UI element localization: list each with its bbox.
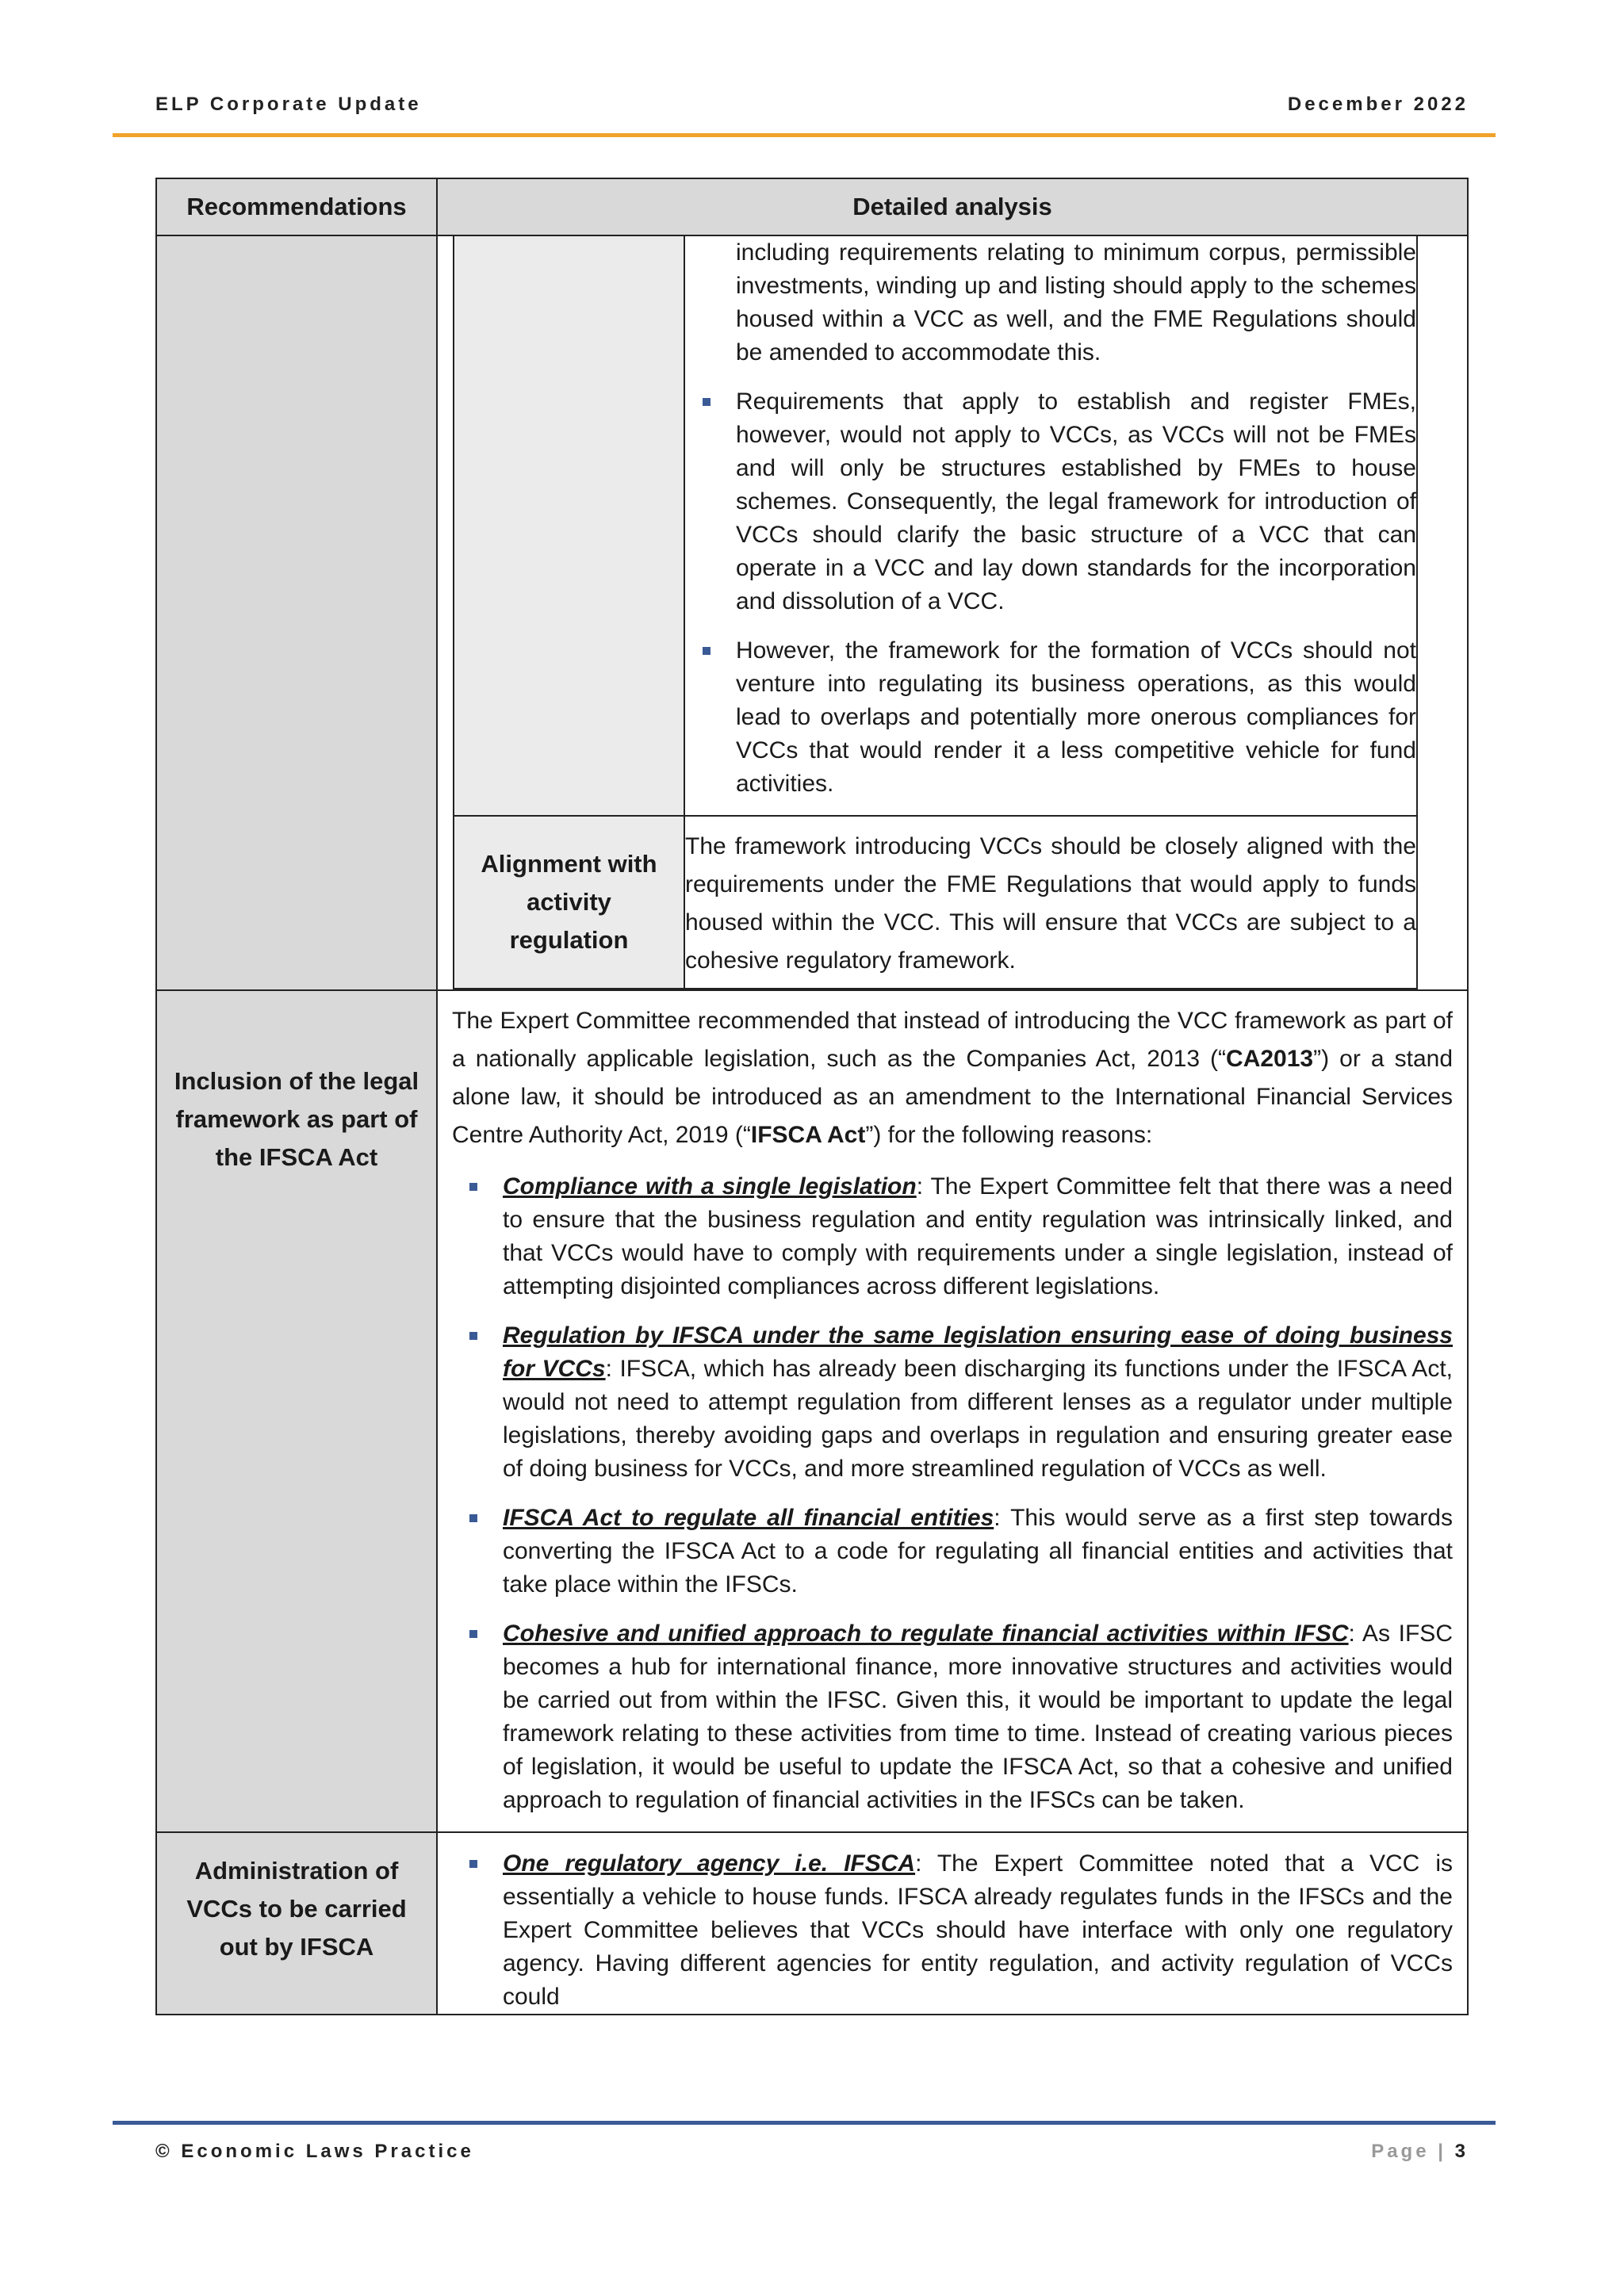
recommendation-ifsca-act: Inclusion of the legal framework as part of the IFSCA Act: [156, 990, 437, 1832]
list-item: IFSCA Act to regulate all financial entities: This would serve as a first step towards converting the IFSCA Act to a code for regulating all financial entities and activities that take place within the IFSCs.: [452, 1502, 1453, 1601]
nested-label-cell-empty: [454, 236, 684, 816]
analysis-administration: [437, 1832, 1468, 2015]
list-item: However, the framework for the formation of VCCs should not venture into regulating its business operations, as this would lead to overlaps and potentially more onerous compliances for VCCs that would render it a less competitive vehicle for fund activities.: [685, 634, 1416, 815]
bullet-square-icon: [469, 1860, 477, 1868]
col-header-recommendations: Recommendations: [156, 178, 437, 235]
bullet-square-icon: [703, 647, 710, 655]
header-date: December 2022: [1287, 94, 1469, 115]
col-header-detailed-analysis: Detailed analysis: [437, 178, 1468, 235]
analysis-cell: [437, 235, 1468, 990]
bullet-square-icon: [703, 398, 710, 406]
continued-bullet-text: including requirements relating to minimum corpus, permissible investments, winding up and listing should apply to the schemes housed within a VCC as well, and the FME Regulations should be amended to accommodate this.: [736, 239, 1416, 365]
header-title: ELP Corporate Update: [155, 94, 422, 115]
bullet-square-icon: [469, 1183, 477, 1191]
footer-divider: [113, 2121, 1496, 2125]
intro-paragraph: The Expert Committee recommended that instead of introducing the VCC framework as part of a nationally applicable legislation, such as the Companies Act, 2013 (“CA2013”) or a stand alone law, it should be introduced as an amendment to the International Financial Services Centre Authority Act, 2019 (“IFSCA Act”) for the following reasons:: [452, 1008, 1454, 1148]
bullet-square-icon: [469, 1514, 477, 1522]
list-item: One regulatory agency i.e. IFSCA: The Expert Committee noted that a VCC is essentially a vehicle to house funds. IFSCA already regulates funds in the IFSCs and the Expert Committee believes that VCCs should have interface with only one regulatory agency. Having different agencies for entity regulation, and activity regulation of VCCs could: [452, 1847, 1453, 2014]
nested-label-alignment: Alignment with activity regulation: [454, 816, 684, 989]
footer-copyright: © Economic Laws Practice: [155, 2141, 474, 2162]
list-item: Requirements that apply to establish and register FMEs, however, would not apply to VCCs, as VCCs will not be FMEs and will only be structures established by FMEs to house schemes. Consequently, the legal framework for introduction of VCCs should clarify the basic structure of a VCC that can operate in a VCC and lay down standards for the incorporation and dissolution of a VCC.: [685, 385, 1416, 618]
table-row: [156, 990, 1468, 1832]
list-item: Regulation by IFSCA under the same legislation ensuring ease of doing business for VCCs: IFSCA, which has already been discharging its functions under the IFSCA Act, would not need to attempt regulation from different lenses as a regulator under multiple legislations, thereby avoiding gaps and overlaps in regulation and ensuring greater ease of doing business for VCCs, and more streamlined regulation of VCCs as well.: [452, 1319, 1453, 1486]
bullet-square-icon: [469, 1630, 477, 1638]
bullet-square-icon: [469, 1332, 477, 1340]
recommendation-administration: Administration of VCCs to be carried out by IFSCA: [156, 1832, 437, 2015]
list-item: Compliance with a single legislation: The Expert Committee felt that there was a need to ensure that the business regulation and entity regulation was intrinsically linked, and that VCCs would have to comply with requirements under a single legislation, instead of attempting disjointed compliances across different legislations.: [452, 1170, 1453, 1303]
nested-table: [453, 236, 1418, 989]
footer-page-number: Page | 3: [1371, 2141, 1469, 2162]
recommendations-table: [155, 178, 1469, 2015]
analysis-ifsca-act: [437, 990, 1468, 1832]
header-divider: [113, 133, 1496, 137]
nested-text-alignment: The framework introducing VCCs should be closely aligned with the requirements under the FME Regulations that would apply to funds housed within the VCC. This will ensure that VCCs are subject to a cohesive regulatory framework.: [684, 816, 1417, 989]
table-row: [156, 1832, 1468, 2015]
list-item: Cohesive and unified approach to regulate financial activities within IFSC: As IFSC becomes a hub for international finance, more innovative structures and activities would be carried out from within the IFSC. Given this, it would be important to update the legal framework relating to these activities from time to time. Instead of creating various pieces of legislation, it would be useful to update the IFSCA Act, so that a cohesive and unified approach to regulation of financial activities in the IFSCs can be taken.: [452, 1617, 1453, 1817]
nested-text-cell: [684, 236, 1417, 816]
recommendation-cell-empty: [156, 235, 437, 990]
table-row: [156, 235, 1468, 990]
